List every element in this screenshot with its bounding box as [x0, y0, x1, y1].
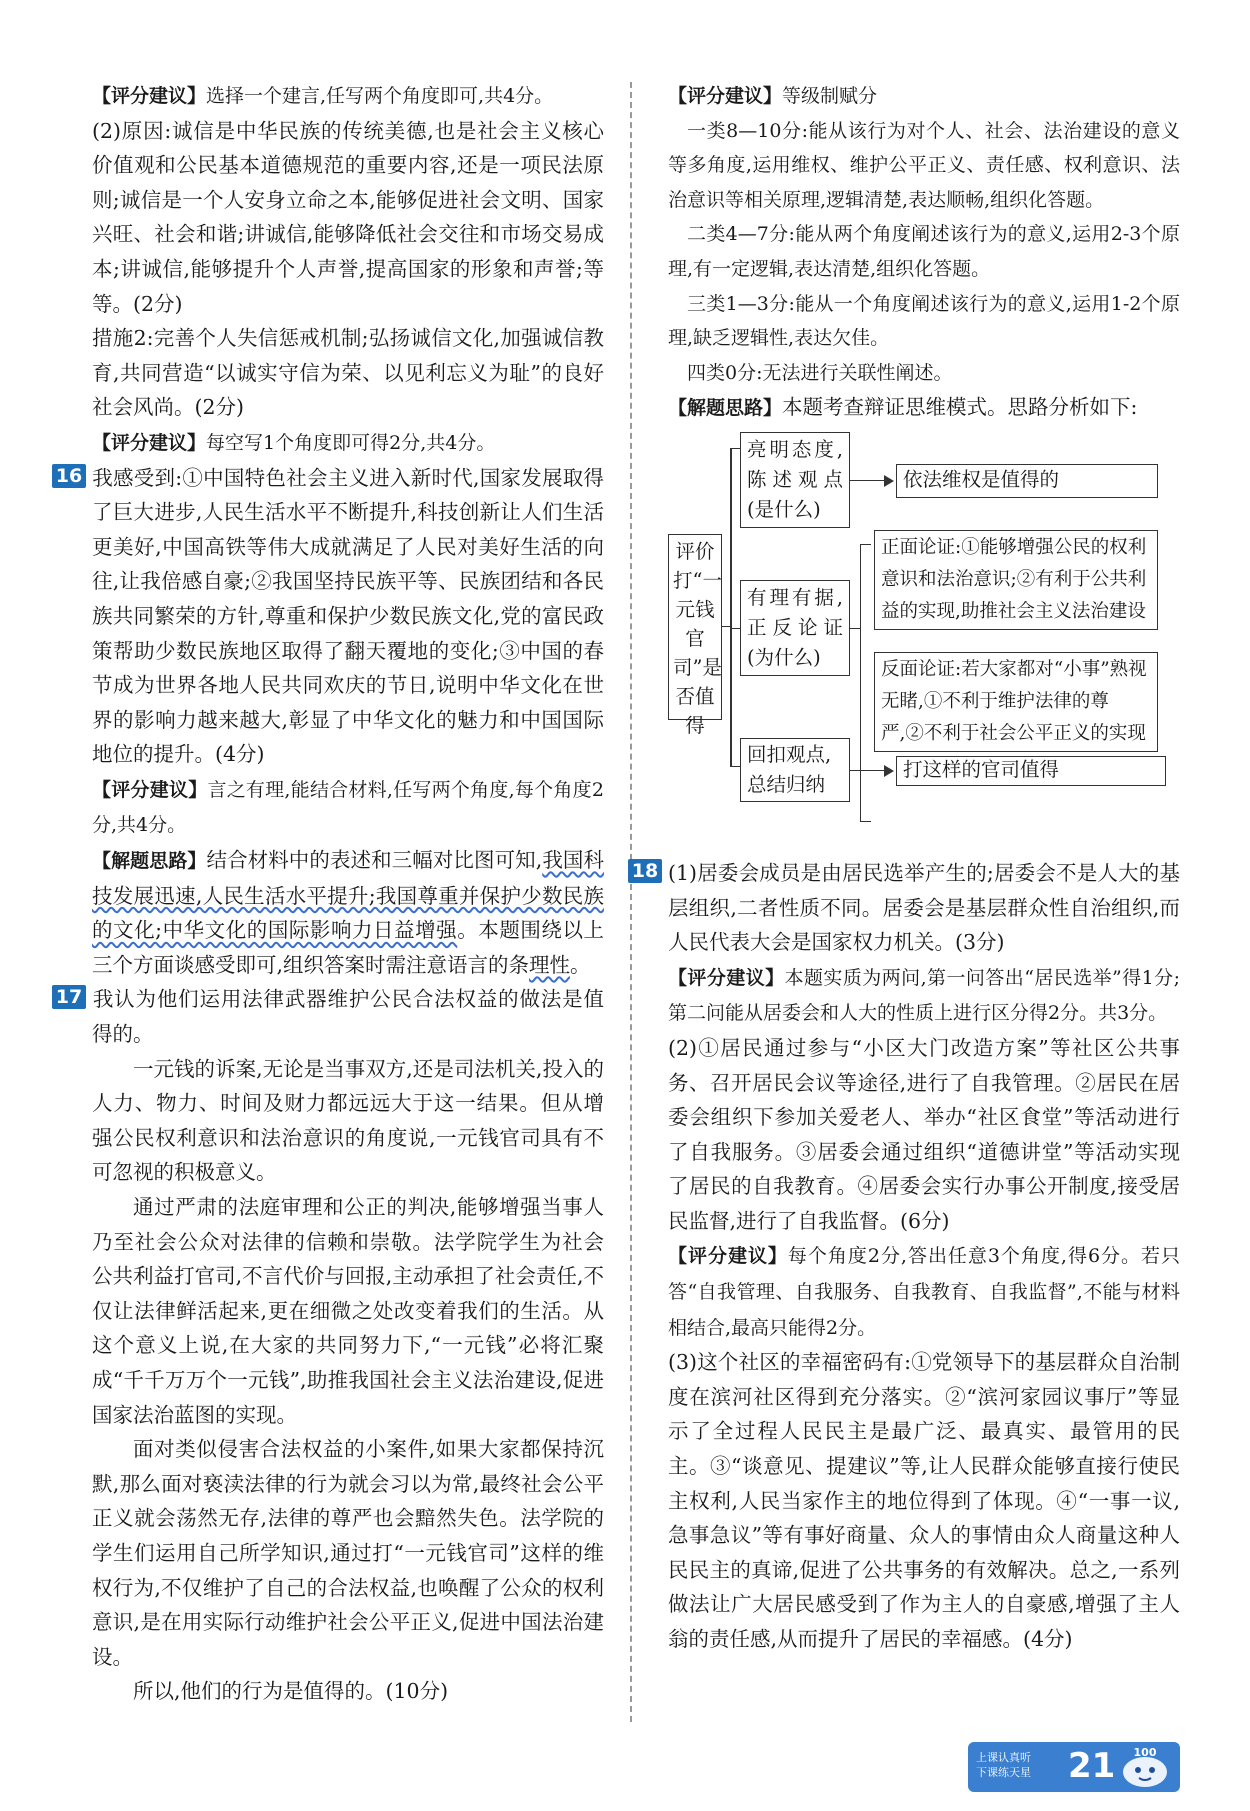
footer-slogan-line: 下课练天星 — [976, 1766, 1031, 1779]
q18-text: (1)居委会成员是由居民选举产生的;居委会不是人大的基层组织,二者性质不同。居委会是基层群众性自治组织,而人民代表大会是国家权力机关。(3分) — [668, 860, 1180, 955]
page-number: 21 — [1068, 1746, 1116, 1786]
scoring-tag: 【评分建议】 — [92, 431, 207, 454]
q17-conclusion: 所以,他们的行为是值得的。(10分) — [133, 1679, 449, 1704]
scoring-note-2 — [92, 425, 604, 461]
diagram-argument-box: 有理有据,正反论证(为什么) — [740, 580, 850, 676]
page-footer — [968, 1742, 1180, 1792]
q17-paragraph: 通过严肃的法庭审理和公正的判决,能够增强当事人乃至社会公众对法律的信赖和崇敬。法学院学生为社会公共利益打官司,不言代价与回报,主动承担了社会责任,不仅让法律鲜活起来,更在细微之处改变着我们的生活。从这个意义上说,在大家的共同努力下,“一元钱”必将汇聚成“千千万万个一元钱”,助推我国社会主义法治建设,促进国家法治蓝图的实现。 — [92, 1195, 604, 1427]
scoring-text: 言之有理,能结合材料,任写两个角度,每个角度2分,共4分。 — [92, 778, 604, 837]
scoring-text: 选择一个建言,任写两个角度即可,共4分。 — [206, 85, 554, 107]
footer-slogan-line: 上课认真听 — [976, 1751, 1031, 1764]
q18-scoring-2 — [668, 1238, 1180, 1345]
question-number-badge: 16 — [52, 464, 86, 488]
grade-1: 一类8—10分:能从该行为对个人、社会、法治建设的意义等多角度,运用维权、维护公平正义、责任感、权利意识、法治意识等相关原理,逻辑清楚,表达顺畅,组织化答题。 — [668, 119, 1180, 211]
mascot-icon — [1116, 1744, 1174, 1790]
q16-text: 我感受到:①中国特色社会主义进入新时代,国家发展取得了巨大进步,人民生活水平不断提升,科技创新让人们生活更美好,中国高铁等伟大成就满足了人民对美好生活的向往,让我倍感自豪;②我国坚持民族平等、民族团结和各民族共同繁荣的方针,尊重和保护少数民族文化,党的富民政策帮助少数民族地区取得了翻天覆地的变化;③中国的春节成为世界各地人民共同欢庆的节日,说明中华文化在世界的影响力越来越大,彰显了中华文化的魅力和中国国际地位的提升。(4分) — [92, 465, 604, 767]
question-number-badge: 17 — [52, 985, 86, 1009]
approach-text: 。 — [570, 952, 591, 977]
approach-note — [668, 390, 1180, 426]
q17-paragraph: 面对类似侵害合法权益的小案件,如果大家都保持沉默,那么面对亵渎法律的行为就会习以为常,最终社会公平正义就会荡然无存,法律的尊严也会黯然失色。法学院的学生们运用自己所学知识,通过打“一元钱官司”这样的维权行为,不仅维护了自己的合法权益,也唤醒了公众的权利意识,是在用实际行动维护社会公平正义,促进中国法治建设。 — [92, 1437, 604, 1669]
grade-3: 三类1—3分:能从一个角度阐述该行为的意义,运用1-2个原理,缺乏逻辑性,表达欠佳。 — [668, 292, 1180, 350]
scoring-note-1 — [92, 78, 604, 114]
grade-2: 二类4—7分:能从两个角度阐述该行为的意义,运用2-3个原理,有一定逻辑,表达清楚,组织化答题。 — [668, 223, 1180, 280]
q17-paragraph: 一元钱的诉案,无论是当事双方,还是司法机关,投入的人力、物力、时间及财力都远远大于这一结果。但从增强公民权利意识和法治意识的角度说,一元钱官司具有不可忽视的积极意义。 — [92, 1056, 604, 1185]
scoring-tag: 【评分建议】 — [92, 85, 207, 107]
q18-answer-3: (3)这个社区的幸福密码有:①党领导下的基层群众自治制度在滨河社区得到充分落实。②“滨河家园议事厅”等显示了全过程人民民主是最广泛、最真实、最管用的民主。③“谈意见、提建议”等,让人民群众能够直接行使民主权利,人民当家作主的地位得到了体现。④“一事一议,急事急议”等有事好商量、众人的事情由众人商量这种人民民主的真谛,促进了公共事务的有效解决。总之,一系列做法让广大居民感受到了作为主人的自豪感,增强了主人翁的责任感,从而提升了居民的幸福感。(4分) — [668, 1350, 1180, 1651]
approach-text: 结合材料中的表述和三幅对比图可知, — [206, 848, 543, 873]
q17-answer — [55, 982, 604, 1051]
q18-answer-2: (2)①居民通过参与“小区大门改造方案”等社区公共事务、召开居民会议等途径,进行了自我管理。②居民在居委会组织下参加关爱老人、举办“社区食堂”等活动进行了自我服务。③居委会通过组织“道德讲堂”等活动实现了居民的自我教育。④居委会实行办事公开制度,接受居民监督,进行了自我监督。(6分) — [668, 1035, 1180, 1233]
q16-answer — [55, 461, 604, 772]
question-number-badge: 18 — [628, 859, 662, 883]
scoring-tag: 【评分建议】 — [668, 1245, 788, 1268]
reasoning-diagram — [668, 432, 1180, 852]
column-divider — [630, 82, 632, 1722]
approach-emphasis: 我国科技发展迅速,人民生活水平提升;我国尊重并保护少数民族的文化;中华文化的国际影响力日益增强 — [92, 848, 605, 943]
diagram-stance-output: 依法维权是值得的 — [896, 464, 1158, 498]
measure-paragraph: 措施2:完善个人失信惩戒机制;弘扬诚信文化,加强诚信教育,共同营造“以诚实守信为荣、以见利忘义为耻”的良好社会风尚。(2分) — [92, 326, 604, 420]
scoring-text: 等级制赋分 — [782, 85, 878, 107]
scoring-note-grade — [668, 78, 1180, 114]
scoring-text: 每空写1个角度即可得2分,共4分。 — [206, 431, 496, 454]
scoring-tag: 【评分建议】 — [92, 778, 208, 801]
reason-paragraph: (2)原因:诚信是中华民族的传统美德,也是社会主义核心价值观和公民基本道德规范的重要内容,还是一项民法原则;诚信是一个人安身立命之本,能够促进社会文明、国家兴旺、社会和谐;讲诚信,能够降低社会交往和市场交易成本;讲诚信,能够提升个人声誉,提高国家的形象和声誉;等等。(2分) — [92, 118, 604, 316]
grade-4: 四类0分:无法进行关联性阐述。 — [687, 361, 953, 384]
scoring-text: 本题实质为两问,第一问答出“居民选举”得1分;第二问能从居委会和人大的性质上进行区分得2分。共3分。 — [668, 966, 1180, 1025]
approach-emphasis: 理性 — [529, 952, 571, 977]
q18-scoring-1 — [668, 960, 1180, 1031]
approach-text: 。本题围绕以上三个方面谈感受即可,组织答案时需注意语言的条 — [92, 918, 605, 977]
q16-scoring — [92, 772, 604, 843]
approach-text: 本题考查辩证思维模式。思路分析如下: — [782, 395, 1138, 420]
diagram-root: 评价打“一元钱官司”是否值得 — [668, 534, 722, 720]
left-column — [55, 78, 605, 1709]
diagram-stance-box: 亮明态度,陈述观点(是什么) — [740, 432, 850, 528]
scoring-text: 每个角度2分,答出任意3个角度,得6分。若只答“自我管理、自我服务、自我教育、自我监督”,不能与材料相结合,最高只能得2分。 — [668, 1245, 1180, 1339]
approach-tag: 【解题思路】 — [92, 850, 207, 873]
scoring-tag: 【评分建议】 — [668, 85, 783, 107]
mascot-label: 100 — [1133, 1746, 1157, 1759]
q18-answer-1 — [631, 856, 1180, 960]
diagram-positive-argument: 正面论证:①能够增强公民的权利意识和法治意识;②有利于公共利益的实现,助推社会主义法治建设 — [874, 530, 1158, 630]
q16-approach — [92, 843, 604, 982]
right-column — [631, 78, 1180, 1657]
footer-slogan — [976, 1750, 1031, 1780]
diagram-summary-box: 回扣观点,总结归纳 — [740, 738, 850, 802]
approach-tag: 【解题思路】 — [668, 397, 783, 420]
q17-text: 我认为他们运用法律武器维护公民合法权益的做法是值得的。 — [92, 987, 604, 1047]
diagram-negative-argument: 反面论证:若大家都对“小事”熟视无睹,①不利于维护法律的尊严,②不利于社会公平正义的实现 — [874, 652, 1158, 752]
scoring-tag: 【评分建议】 — [668, 966, 785, 989]
diagram-summary-output: 打这样的官司值得 — [896, 756, 1166, 786]
